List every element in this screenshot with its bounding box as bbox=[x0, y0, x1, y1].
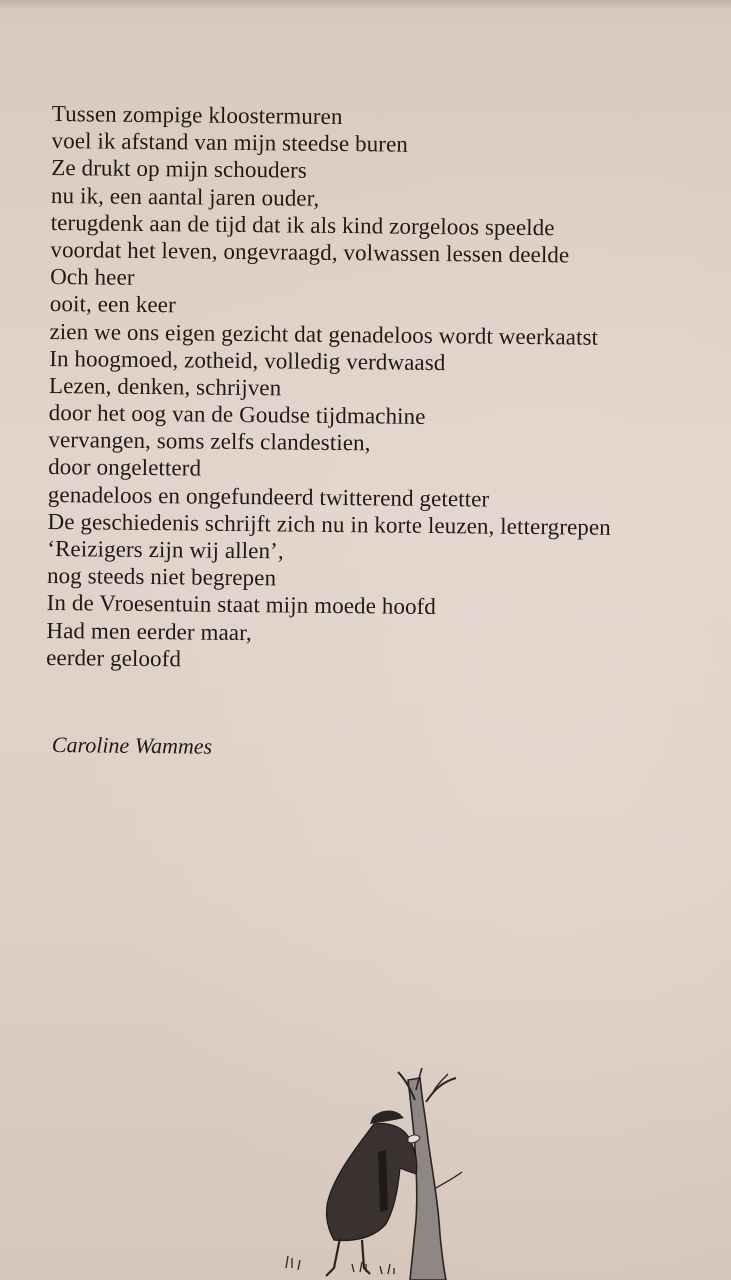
person-legs bbox=[326, 1238, 370, 1276]
person-hat bbox=[370, 1111, 404, 1124]
poem-line: In de Vroesentuin staat mijn moede hoofd bbox=[46, 590, 437, 620]
poem-line: Och heer bbox=[50, 264, 135, 290]
grass bbox=[286, 1256, 394, 1274]
poem-line: Lezen, denken, schrijven bbox=[48, 372, 282, 401]
poem-line: voordat het leven, ongevraagd, volwassen lessen deelde bbox=[50, 236, 570, 268]
poem-line: De geschiedenis schrijft zich nu in korte leuzen, lettergrepen bbox=[47, 508, 612, 540]
tree-branch bbox=[436, 1172, 462, 1188]
poem-line: Had men eerder maar, bbox=[46, 617, 252, 645]
poem-author: Caroline Wammes bbox=[51, 732, 213, 759]
person-coat bbox=[327, 1124, 417, 1241]
poem-line: terugdenk aan de tijd dat ik als kind zorgeloos speelde bbox=[50, 209, 555, 241]
person-leaning-on-tree-illustration bbox=[270, 1060, 490, 1280]
poem-line: Tussen zompige kloostermuren bbox=[51, 100, 343, 130]
poem-line: ooit, een keer bbox=[49, 291, 176, 318]
poem-line: vervangen, soms zelfs clandestien, bbox=[48, 427, 371, 456]
poem-line: door het oog van de Goudse tijdmachine bbox=[48, 400, 426, 429]
poem-line: nu ik, een aantal jaren ouder, bbox=[50, 182, 320, 211]
poem-line: nog steeds niet begrepen bbox=[46, 563, 277, 591]
poem-line: eerder geloofd bbox=[46, 644, 182, 672]
poem-line: door ongeletterd bbox=[48, 454, 202, 482]
poem-line: zien we ons eigen gezicht dat genadeloos wordt weerkaatst bbox=[49, 318, 599, 350]
tree-trunk bbox=[408, 1078, 446, 1280]
poem-line: Ze drukt op mijn schouders bbox=[51, 155, 307, 184]
poem-line: ‘Reizigers zijn wij allen’, bbox=[47, 535, 284, 564]
poem-line: genadeloos en ongefundeerd twitterend getetter bbox=[47, 481, 490, 512]
page-top-shadow bbox=[0, 0, 731, 10]
poem-line: voel ik afstand van mijn steedse buren bbox=[51, 128, 409, 157]
poem-text bbox=[46, 100, 722, 678]
poem-line: In hoogmoed, zotheid, volledig verdwaasd bbox=[49, 345, 446, 375]
